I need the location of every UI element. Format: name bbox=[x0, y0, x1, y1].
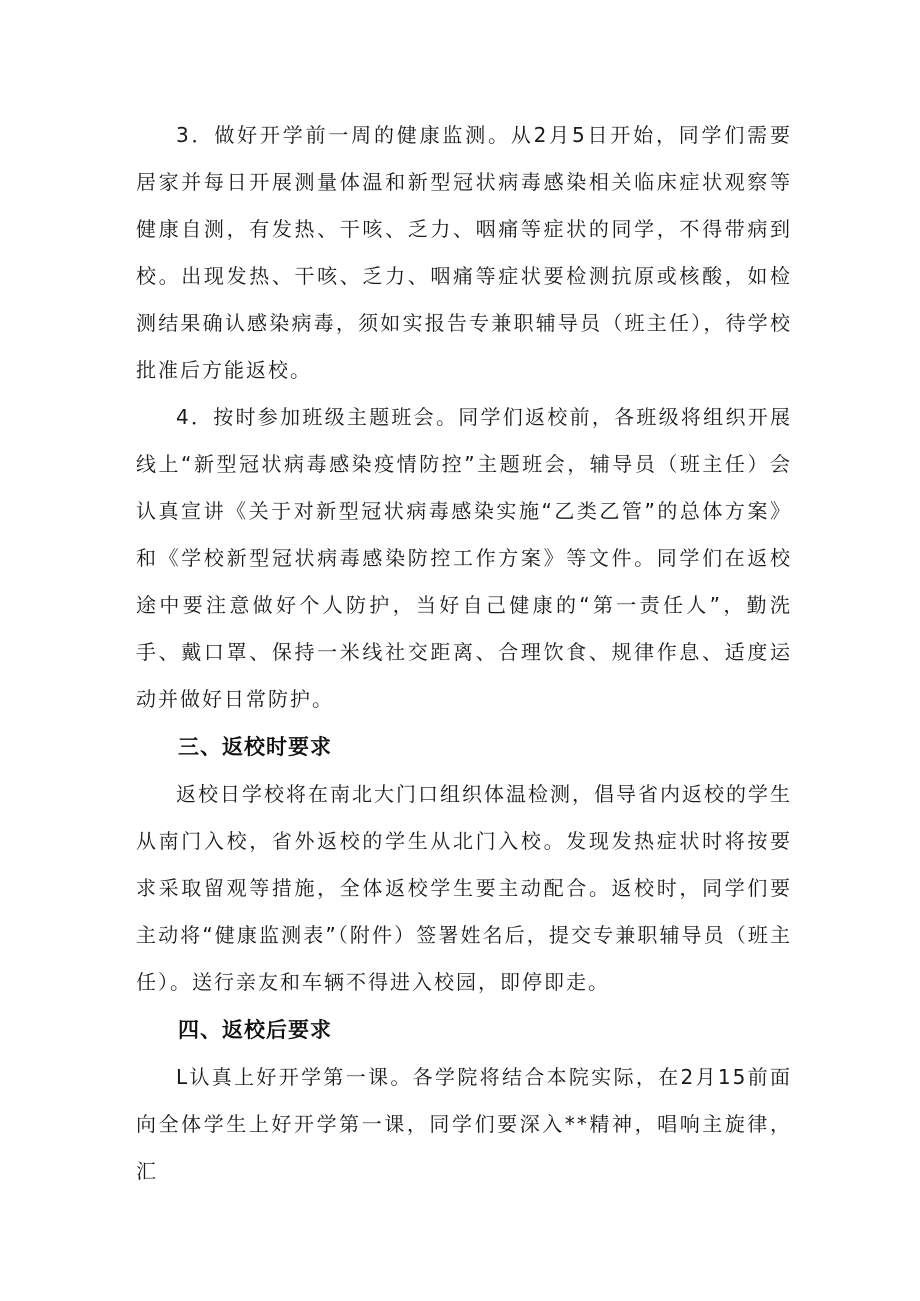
paragraph-first-lesson: L认真上好开学第一课。各学院将结合本院实际，在2月15前面向全体学生上好开学第一课，同学们要深入**精神，唱响主旋律，汇 bbox=[136, 1065, 792, 1183]
paragraph-health-monitoring: 3．做好开学前一周的健康监测。从2月5日开始，同学们需要居家并每日开展测量体温和新型冠状病毒感染相关临床症状观察等健康自测，有发热、干咳、乏力、咽痛等症状的同学，不得带病到校。出现发热、干咳、乏力、咽痛等症状要检测抗原或核酸，如检测结果确认感染病毒，须如实报告专兼职辅导员（班主任），待学校批准后方能返校。 bbox=[136, 123, 792, 382]
section-heading-return-day: 三、返校时要求 bbox=[178, 735, 332, 759]
paragraph-class-meeting: 4．按时参加班级主题班会。同学们返校前，各班级将组织开展线上“新型冠状病毒感染疫情防控”主题班会，辅导员（班主任）会认真宣讲《关于对新型冠状病毒感染实施“乙类乙管”的总体方案》和《学校新型冠状病毒感染防控工作方案》等文件。同学们在返校途中要注意做好个人防护，当好自己健康的“第一责任人”，勤洗手、戴口罩、保持一米线社交距离、合理饮食、规律作息、适度运动并做好日常防护。 bbox=[136, 405, 792, 711]
paragraph-return-day: 返校日学校将在南北大门口组织体温检测，倡导省内返校的学生从南门入校，省外返校的学生从北门入校。发现发热症状时将按要求采取留观等措施，全体返校学生要主动配合。返校时，同学们要主动将“健康监测表”（附件）签署姓名后，提交专兼职辅导员（班主任）。送行亲友和车辆不得进入校园，即停即走。 bbox=[136, 782, 792, 994]
section-heading-after-return: 四、返校后要求 bbox=[178, 1018, 332, 1042]
document-body bbox=[136, 112, 792, 1195]
